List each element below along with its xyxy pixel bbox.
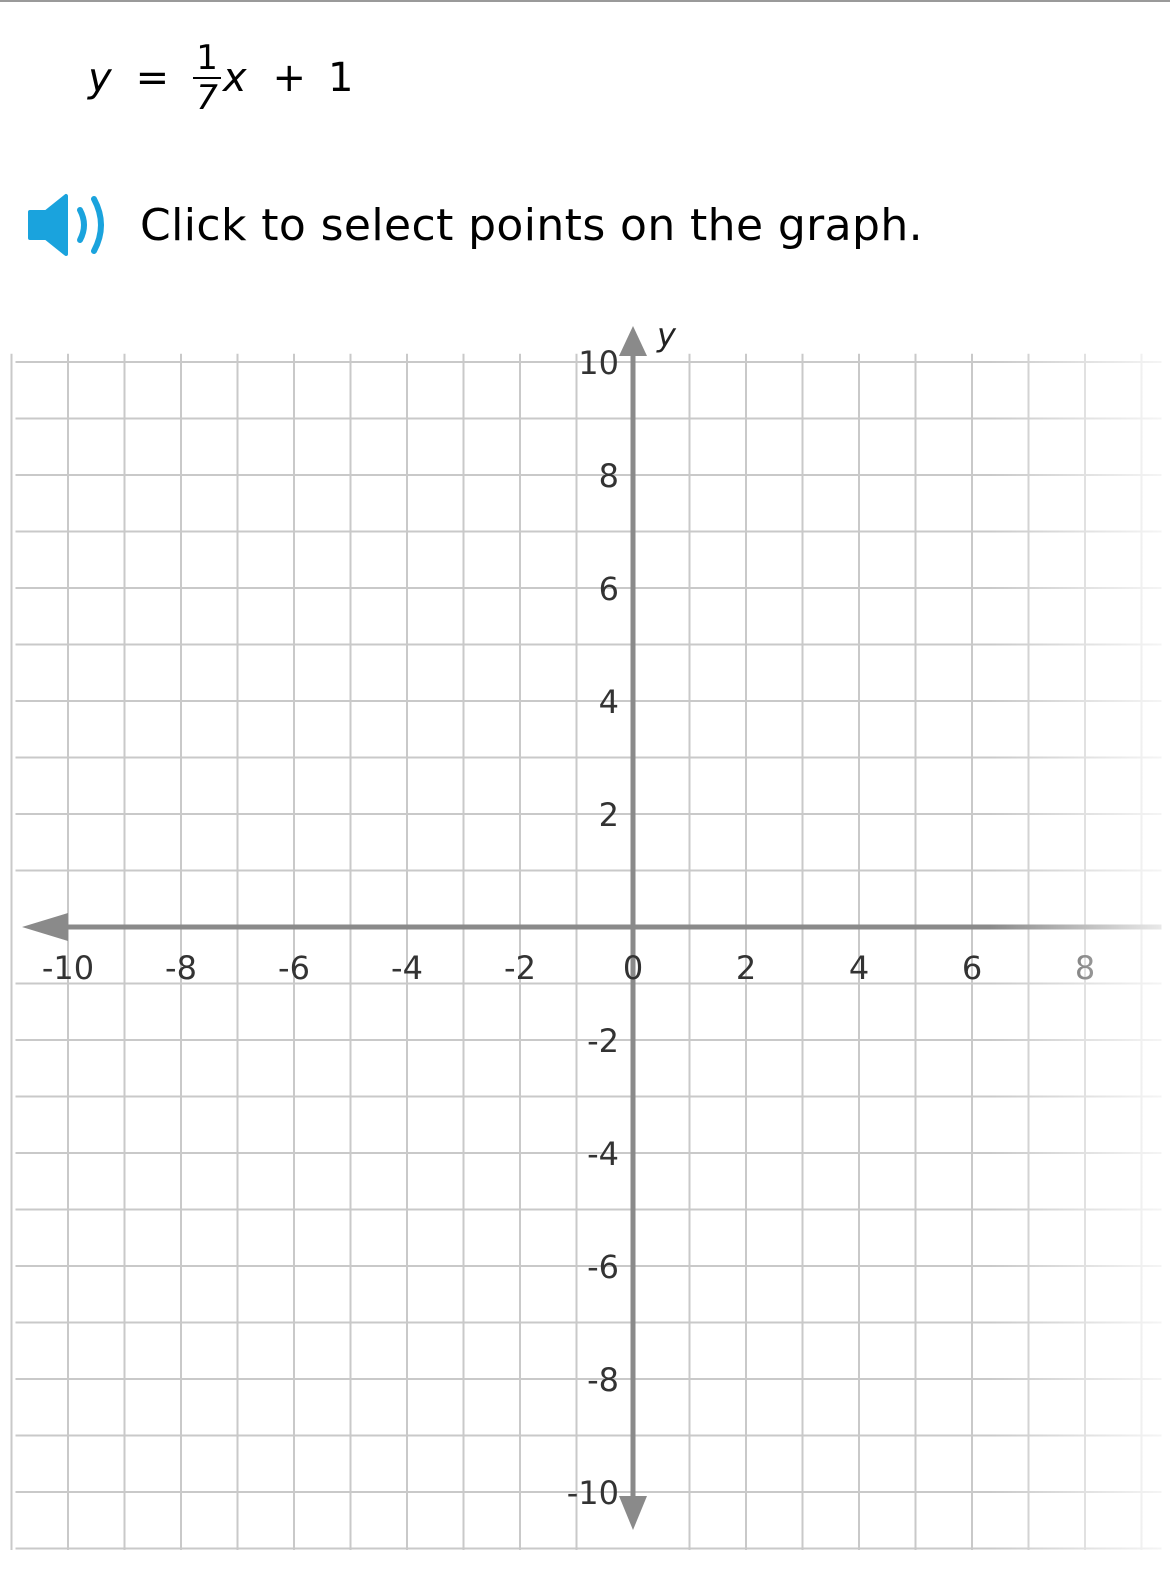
fraction-numerator: 1 bbox=[193, 39, 221, 79]
y-tick-label: 8 bbox=[598, 457, 619, 495]
equation bbox=[88, 28, 353, 128]
x-tick-label: -4 bbox=[391, 949, 423, 987]
y-axis-up-arrow bbox=[619, 326, 647, 356]
x-tick-label: -2 bbox=[504, 949, 536, 987]
coordinate-graph[interactable] bbox=[0, 300, 1170, 1550]
top-divider bbox=[0, 0, 1170, 2]
x-tick-label: -10 bbox=[41, 949, 95, 987]
y-tick-label: 6 bbox=[598, 570, 619, 608]
y-axis-down-arrow bbox=[619, 1496, 647, 1530]
y-tick-label: -4 bbox=[587, 1135, 619, 1173]
equation-fraction bbox=[193, 39, 221, 117]
equation-equals-sign: = bbox=[135, 55, 170, 101]
x-tick-label: 2 bbox=[735, 949, 757, 987]
y-tick-label: 10 bbox=[578, 344, 619, 382]
x-tick-label: 4 bbox=[848, 949, 870, 987]
y-tick-label: -2 bbox=[587, 1022, 619, 1060]
speaker-icon bbox=[26, 190, 118, 260]
read-aloud-button[interactable] bbox=[26, 190, 118, 260]
y-tick-label: 4 bbox=[598, 683, 619, 721]
y-tick-label: -8 bbox=[587, 1361, 619, 1399]
instruction-row bbox=[26, 190, 923, 260]
x-tick-label: 6 bbox=[961, 949, 983, 987]
equation-plus-sign: + bbox=[272, 55, 307, 101]
x-axis-left-arrow bbox=[22, 913, 68, 941]
y-tick-label: -10 bbox=[566, 1474, 619, 1512]
equation-constant: 1 bbox=[328, 55, 354, 101]
right-edge-fade bbox=[990, 300, 1170, 1550]
x-tick-label: -8 bbox=[165, 949, 197, 987]
y-axis-label: y bbox=[657, 316, 676, 354]
fraction-denominator: 7 bbox=[196, 78, 218, 118]
y-tick-label: 2 bbox=[598, 796, 619, 834]
y-tick-label: -6 bbox=[587, 1248, 619, 1286]
tick-labels bbox=[42, 316, 1095, 1512]
instruction-text: Click to select points on the graph. bbox=[140, 199, 924, 251]
x-tick-label: 0 bbox=[622, 949, 644, 987]
x-tick-label: -6 bbox=[278, 949, 310, 987]
equation-y-variable: y bbox=[88, 55, 112, 101]
equation-x-variable: x bbox=[222, 55, 247, 101]
